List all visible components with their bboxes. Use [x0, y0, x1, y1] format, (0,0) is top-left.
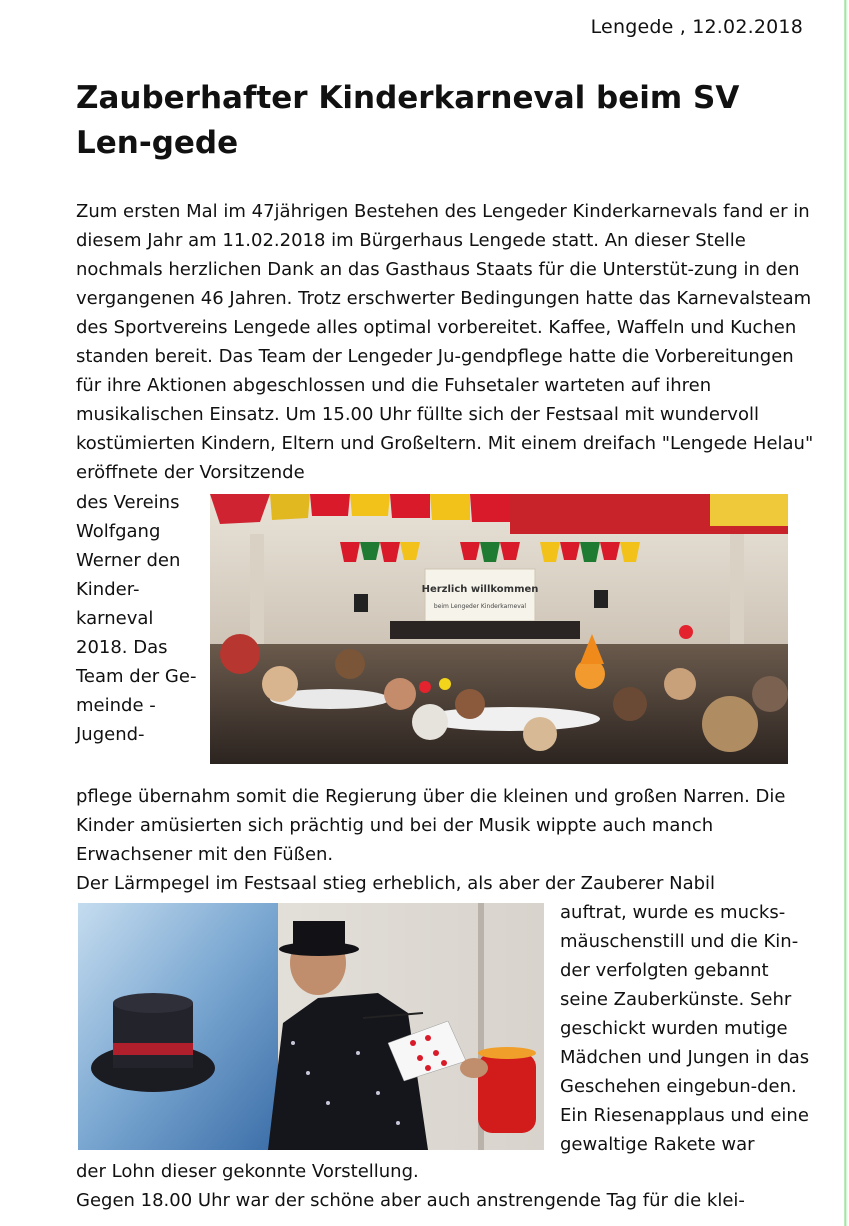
paragraph-magician-intro: Der Lärmpegel im Festsaal stieg erheblich, als aber der Zauberer Nabil	[76, 873, 716, 894]
paragraph-after-photo1: pflege übernahm somit die Regierung über die kleinen und großen Narren. Die Kinder amüsierten sich prächtig und bei der Musik wippte auch manch Erwachsener mit den Füßen.	[76, 786, 786, 865]
paragraph-intro: Zum ersten Mal im 47jährigen Bestehen des Lengeder Kinderkarnevals fand er in diesem Jahr am 11.02.2018 im Bürgerhaus Lengede statt. An dieser Stelle nochmals herzlichen Dank an das Gasthaus Staats für die Unterstüt-zung in den vergangenen 46 Jahren. Trotz erschwerter Bedingungen hatte das Karnevalsteam des Sportvereins Lengede alles optimal vorbereitet. Kaffee, Waffeln und Kuchen standen bereit. Das Team der Lengeder Ju-gendpflege hatte die Vorbereitungen für ihre Aktionen abgeschlossen und die Fuhsetaler warteten auf ihren musikalischen Einsatz. Um 15.00 Uhr füllte sich der Festsaal mit wundervoll kostümierten Kindern, Eltern und Großeltern. Mit einem dreifach "Lengede Helau" eröffnete der Vorsitzende	[76, 201, 814, 483]
paragraph-beside-photo1: des Vereins Wolfgang Werner den Kinder-karneval 2018. Das Team der Ge-meinde - Jugend-	[76, 492, 197, 745]
paragraph-closing: Gegen 18.00 Uhr war der schöne aber auch anstrengende Tag für die klei-	[76, 1190, 745, 1211]
magician-photo	[78, 903, 544, 1150]
paragraph-after-photo2: der Lohn dieser gekonnte Vorstellung.	[76, 1161, 419, 1182]
article-title: Zauberhafter Kinderkarneval beim SV Len-gede	[76, 80, 740, 161]
banner-text-line1: Herzlich willkommen	[421, 584, 539, 595]
banner-text-line2: beim Lengeder Kinderkarneval	[433, 603, 527, 610]
dateline: Lengede , 12.02.2018	[590, 16, 803, 38]
page-edge-line	[835, 0, 849, 1226]
carnival-hall-photo	[210, 494, 788, 764]
paragraph-beside-photo2: auftrat, wurde es mucks-mäuschenstill und die Kin-der verfolgten gebannt seine Zauberkünste. Sehr geschickt wurden mutige Mädchen und Jungen in das Geschehen eingebun-den. Ein Riesenapplaus und eine gewaltige Rakete war	[560, 902, 810, 1155]
